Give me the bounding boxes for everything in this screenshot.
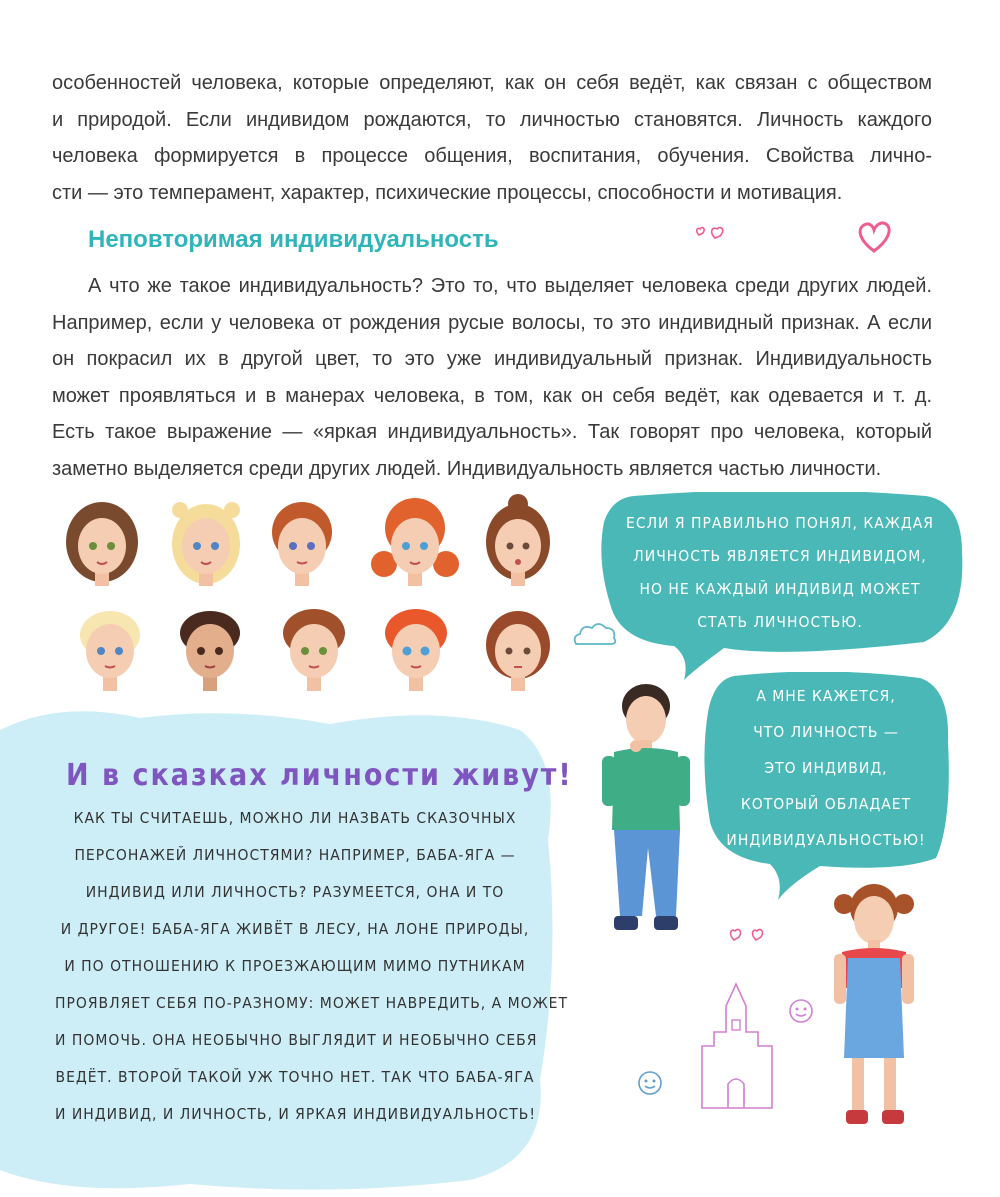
section-line: Есть такое выражение — «яркая индивидуальность». Так говорят про человека, который <box>52 421 932 443</box>
face-illustration <box>62 494 142 594</box>
bubble-line: СТАТЬ ЛИЧНОСТЬЮ. <box>697 613 863 631</box>
bubble-line: ИНДИВИДУАЛЬНОСТЬЮ! <box>726 831 926 849</box>
fairytale-line: ПРОЯВЛЯЕТ СЕБЯ ПО-РАЗНОМУ: МОЖЕТ НАВРЕДИТЬ, А МОЖЕТ <box>55 994 568 1012</box>
bubble-girl-text <box>708 678 944 858</box>
face-illustration <box>478 490 558 594</box>
fairytale-text <box>55 800 568 1133</box>
section-line: заметно выделяется среди других людей. Индивидуальность является частью личности. <box>52 457 882 480</box>
face-illustration <box>370 494 460 594</box>
fairytale-line: И ПО ОТНОШЕНИЮ К ПРОЕЗЖАЮЩИМ МИМО ПУТНИКАМ <box>64 957 526 975</box>
intro-line: и природой. Если индивидом рождаются, то личностью становятся. Личность каждого <box>52 108 932 131</box>
boy-illustration <box>596 680 696 946</box>
bubble-line: ЧТО ЛИЧНОСТЬ — <box>753 723 899 741</box>
bubble-line: А МНЕ КАЖЕТСЯ, <box>756 687 896 705</box>
bubble-line: ЭТО ИНДИВИД, <box>764 759 888 777</box>
bubble-line: КОТОРЫЙ ОБЛАДАЕТ <box>740 795 912 813</box>
bubble-boy-text <box>610 507 950 639</box>
fairytale-line: КАК ТЫ СЧИТАЕШЬ, МОЖНО ЛИ НАЗВАТЬ СКАЗОЧНЫХ <box>73 809 517 827</box>
girl-illustration <box>826 878 922 1136</box>
fairytale-line: ПЕРСОНАЖЕЙ ЛИЧНОСТЯМИ? НАПРИМЕР, БАБА-ЯГА — <box>74 846 516 864</box>
section-line: он покрасил их в другой цвет, то это уже индивидуальный признак. Индивидуальность <box>52 348 932 370</box>
smiley-icon <box>637 1070 663 1096</box>
heart-icon <box>855 220 893 254</box>
section-line: Например, если у человека от рождения русые волосы, то это индивидный признак. А если <box>52 311 932 334</box>
small-hearts-icon <box>726 924 776 946</box>
bubble-line: НО НЕ КАЖДЫЙ ИНДИВИД МОЖЕТ <box>639 580 921 598</box>
face-illustration <box>170 603 250 698</box>
intro-line: особенностей человека, которые определяют, как он себя ведёт, как связан с обществом <box>52 72 932 94</box>
face-illustration <box>70 603 150 698</box>
face-illustration <box>478 603 558 698</box>
intro-line: человека формируется в процессе общения, воспитания, обучения. Свойства лично- <box>52 145 932 167</box>
intro-paragraph <box>52 65 932 211</box>
fairytale-line: И ПОМОЧЬ. ОНА НЕОБЫЧНО ВЫГЛЯДИТ И НЕОБЫЧНО СЕБЯ <box>55 1031 538 1049</box>
section-heading: Неповторимая индивидуальность <box>88 226 499 253</box>
smiley-icon <box>788 998 814 1024</box>
fairytale-line: И ИНДИВИД, И ЛИЧНОСТЬ, И ЯРКАЯ ИНДИВИДУАЛЬНОСТЬ! <box>55 1105 536 1123</box>
face-illustration <box>274 603 354 698</box>
bubble-line: ЛИЧНОСТЬ ЯВЛЯЕТСЯ ИНДИВИДОМ, <box>633 547 927 565</box>
bubble-line: ЕСЛИ Я ПРАВИЛЬНО ПОНЯЛ, КАЖДАЯ <box>626 514 934 532</box>
face-illustration <box>262 494 342 594</box>
castle-icon <box>694 976 780 1110</box>
face-illustration <box>166 494 246 594</box>
section-line: может проявляться и в манерах человека, в том, как он себя ведёт, как одевается и т. д. <box>52 384 932 407</box>
fairytale-line: И ДРУГОЕ! БАБА-ЯГА ЖИВЁТ В ЛЕСУ, НА ЛОНЕ ПРИРОДЫ, <box>60 920 530 938</box>
face-illustration <box>376 603 456 698</box>
small-hearts-icon <box>693 222 743 244</box>
section-line: А что же такое индивидуальность? Это то, что выделяет человека среди других людей. <box>88 275 932 297</box>
intro-line: сти — это темперамент, характер, психические процессы, способности и мотивация. <box>52 181 843 204</box>
fairytale-title: И в сказках личности живут! <box>66 758 573 793</box>
fairytale-line: ВЕДЁТ. ВТОРОЙ ТАКОЙ УЖ ТОЧНО НЕТ. ТАК ЧТО БАБА-ЯГА <box>55 1068 535 1086</box>
fairytale-line: ИНДИВИД ИЛИ ЛИЧНОСТЬ? РАЗУМЕЕТСЯ, ОНА И ТО <box>85 883 505 901</box>
section-paragraph <box>52 268 932 487</box>
